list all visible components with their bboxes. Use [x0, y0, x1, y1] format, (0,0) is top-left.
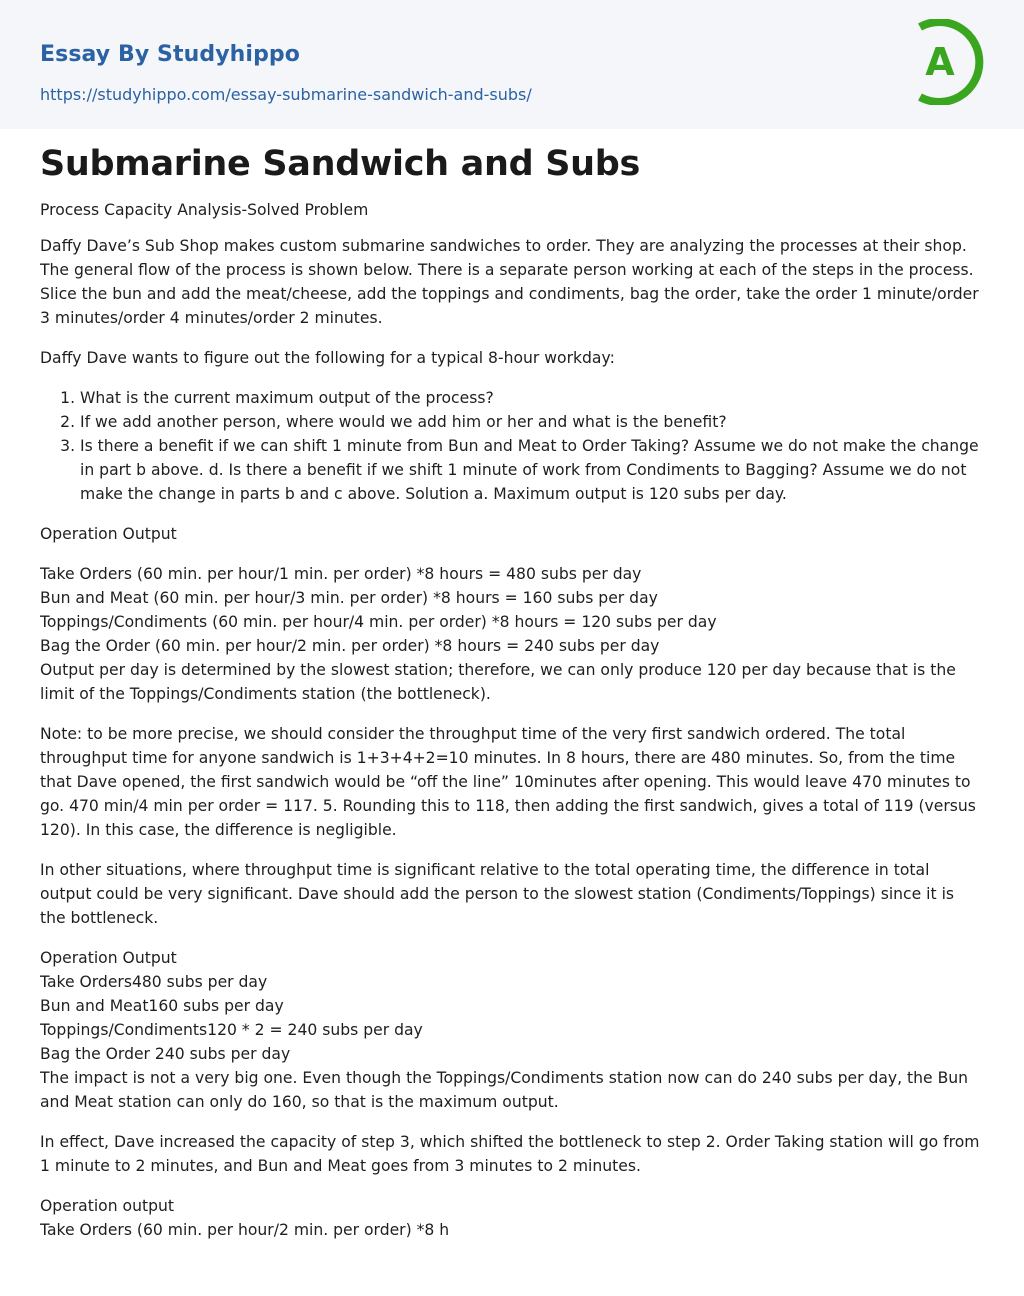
intro-paragraph: Daffy Dave’s Sub Shop makes custom submarine sandwiches to order. They are analyzing the processes at their shop. The general flow of the process is shown below. There is a separate person working at each of the steps in the process. Slice the bun and add the meat/cheese, add the toppings and condiments, bag the order, take the order 1 minute/order 3 minutes/order 4 minutes/order 2 minutes.	[40, 237, 979, 327]
list-item: 3. Is there a benefit if we can shift 1 minute from Bun and Meat to Order Taking? Assume we do not make the change in part b above. d. Is there a benefit if we shift 1 minute of work from Condiments to Bagging? Assume we do not make the change in parts b and c above. Solution a. Maximum output is 120 subs per day.	[80, 434, 984, 506]
list-item: 1. What is the current maximum output of the process?	[80, 386, 984, 410]
question-list	[40, 386, 984, 506]
other-situations-paragraph: In other situations, where throughput time is significant relative to the total operating time, the difference in total output could be very significant. Dave should add the person to the slowest station (Condiments/Toppings) since it is the bottleneck.	[40, 861, 955, 927]
output-line: Toppings/Condiments120 * 2 = 240 subs per day	[40, 1021, 423, 1039]
question-intro: Daffy Dave wants to figure out the following for a typical 8-hour workday:	[40, 349, 615, 367]
output-line: Operation output	[40, 1197, 174, 1215]
output-line: Toppings/Condiments (60 min. per hour/4 min. per order) *8 hours = 120 subs per day	[40, 613, 717, 631]
table2-lines	[40, 946, 984, 1114]
logo-letter: A	[925, 40, 955, 84]
list-item: 2. If we add another person, where would we add him or her and what is the benefit?	[80, 410, 984, 434]
source-url-link[interactable]: https://studyhippo.com/essay-submarine-sandwich-and-subs/	[40, 85, 532, 104]
table1-heading: Operation Output	[40, 525, 177, 543]
essay-subtitle: Process Capacity Analysis-Solved Problem	[40, 201, 369, 219]
brand-title[interactable]: Essay By Studyhippo	[40, 42, 300, 67]
output-line: Operation Output	[40, 949, 177, 967]
output-line: Output per day is determined by the slowest station; therefore, we can only produce 120 per day because that is the limit of the Toppings/Condiments station (the bottleneck).	[40, 661, 956, 703]
output-line: Bag the Order (60 min. per hour/2 min. per order) *8 hours = 240 subs per day	[40, 637, 660, 655]
table3-lines	[40, 1194, 984, 1242]
output-line: Take Orders480 subs per day	[40, 973, 268, 991]
table1-lines	[40, 562, 984, 706]
studyhippo-logo-icon[interactable]	[912, 19, 986, 105]
in-effect-paragraph: In effect, Dave increased the capacity of step 3, which shifted the bottleneck to step 2. Order Taking station will go from 1 minute to 2 minutes, and Bun and Meat goes from 3 minutes to 2 minutes.	[40, 1133, 980, 1175]
essay-body	[40, 198, 984, 1258]
output-line: Bun and Meat160 subs per day	[40, 997, 284, 1015]
output-line: Bun and Meat (60 min. per hour/3 min. per order) *8 hours = 160 subs per day	[40, 589, 658, 607]
output-line: Take Orders (60 min. per hour/2 min. per order) *8 h	[40, 1221, 450, 1239]
note-paragraph: Note: to be more precise, we should consider the throughput time of the very first sandwich ordered. The total throughput time for anyone sandwich is 1+3+4+2=10 minutes. In 8 hours, there are 480 minutes. So, from the time that Dave opened, the first sandwich would be “off the line” 10minutes after opening. This would leave 470 minutes to go. 470 min/4 min per order = 117. 5. Rounding this to 118, then adding the first sandwich, gives a total of 119 (versus 120). In this case, the difference is negligible.	[40, 725, 976, 839]
page-title: Submarine Sandwich and Subs	[40, 144, 641, 184]
output-line: The impact is not a very big one. Even though the Toppings/Condiments station now can do 240 subs per day, the Bun and Meat station can only do 160, so that is the maximum output.	[40, 1069, 969, 1111]
output-line: Bag the Order 240 subs per day	[40, 1045, 291, 1063]
output-line: Take Orders (60 min. per hour/1 min. per order) *8 hours = 480 subs per day	[40, 565, 642, 583]
